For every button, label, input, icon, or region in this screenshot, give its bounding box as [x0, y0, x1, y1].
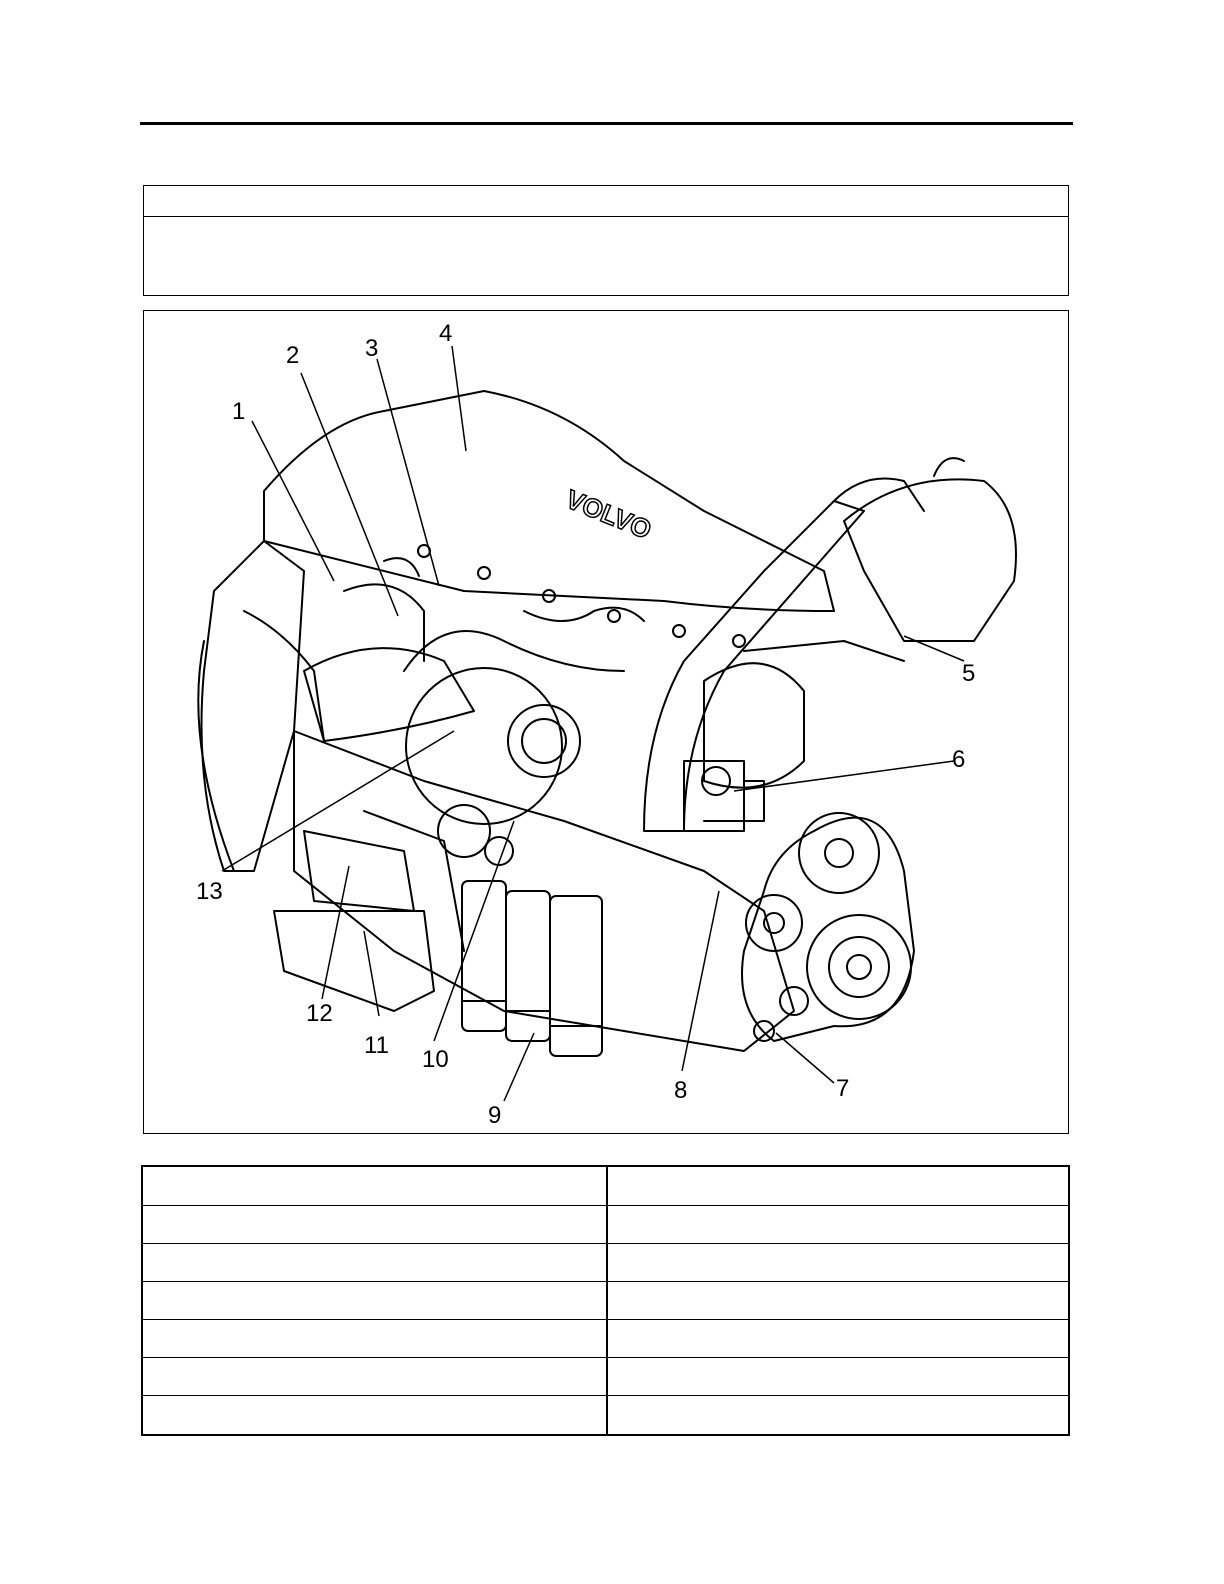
legend-row-divider	[143, 1205, 1068, 1206]
legend-row-divider	[143, 1357, 1068, 1358]
legend-row-divider	[143, 1281, 1068, 1282]
callout-6: 6	[952, 746, 966, 773]
header-rule	[140, 122, 1073, 125]
callout-9: 9	[488, 1102, 502, 1129]
legend-row-divider	[143, 1243, 1068, 1244]
engine-figure	[143, 310, 1069, 1134]
volvo-logo: VOLVO	[561, 483, 656, 545]
callout-12: 12	[306, 1000, 333, 1027]
callout-7: 7	[836, 1075, 850, 1102]
legend-table	[141, 1165, 1070, 1436]
callout-11: 11	[364, 1032, 389, 1059]
callout-5: 5	[962, 660, 976, 687]
header-box	[143, 185, 1069, 296]
callout-1: 1	[232, 398, 246, 425]
legend-row-divider	[143, 1395, 1068, 1396]
callout-4: 4	[439, 320, 453, 347]
legend-row-divider	[143, 1319, 1068, 1320]
callout-13: 13	[196, 878, 223, 905]
callout-10: 10	[422, 1046, 449, 1073]
callout-3: 3	[365, 335, 379, 362]
header-box-divider	[144, 216, 1068, 217]
engine-illustration	[144, 311, 1068, 1133]
callout-8: 8	[674, 1077, 688, 1104]
callout-2: 2	[286, 342, 300, 369]
legend-column-divider	[606, 1167, 608, 1434]
